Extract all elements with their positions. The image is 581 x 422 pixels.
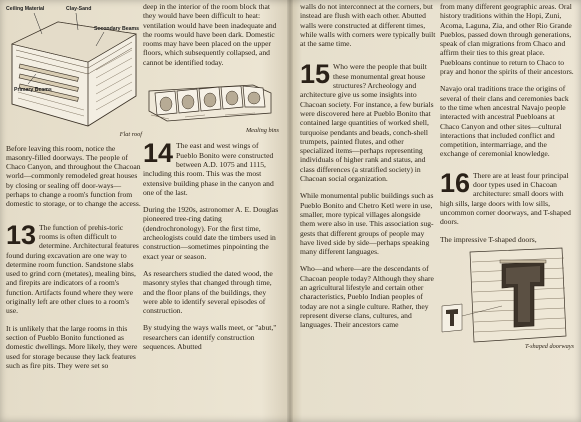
col2-paragraph-5: By studying the ways walls meet, or "abut," researchers can identify construction sequences. Abutted (143, 323, 277, 352)
mealing-bins-caption: Mealing bins (245, 127, 279, 135)
section-16-text: There are at least four principal door types used in Chacoan architecture: small doors with high sills, large doors with low sills, uncommon corner doorways, and T-shaped doors. (440, 170, 571, 227)
column-3 (300, 2, 436, 338)
flat-roof-caption: Flat roof (119, 131, 142, 139)
col1-paragraph-3: It is unlikely that the large rooms in this section of Pueblo Bonito functioned as domestic dwellings. More likely, they were used for storage because they lack features such as fire pits. They were set so (6, 323, 138, 370)
col2-paragraph-4: As researchers studied the dated wood, the masonry styles that changed through time, and the floor plans of the buildings, they were able to identify several episodes of construction. (143, 268, 273, 316)
column-1 (6, 4, 142, 378)
t-shaped-doorways-caption: T-shaped doorways (524, 342, 574, 350)
section-13 (6, 219, 142, 316)
label-clay-sand: Clay-Sand (66, 6, 92, 12)
t-shaped-doorway-illustration (440, 246, 572, 346)
label-primary-beams: Primary Beams (14, 87, 52, 93)
section-14-text: The east and west wings of Pueblo Bonito were constructed between A.D. 1075 and 1115, including this room. This was the most extensive building phase in the canyon and one of the last. (143, 141, 274, 197)
label-ceiling-material: Ceiling Material (6, 6, 45, 12)
col3-paragraph-1: walls do not interconnect at the corners, but instead are flush with each other. Abutted walls were constructed at different times, while walls with corners were typically built at the same time. (300, 2, 436, 49)
column-4 (440, 2, 574, 359)
col1-paragraph-1: Before leaving this room, notice the masonry-filled doorways. The people of Chaco Canyon, and throughout the Chacoan world—commonly remodeled great houses by closing or sealing off door-ways—perhaps to change a room's function from domestic to storage, or to change the access. (6, 143, 141, 209)
section-14-number: 14 (143, 138, 174, 169)
section-15-text: Who were the people that built these monumental great house structures? Archeology and architecture give us some insights into Chacoan society. For instance, a few burials were discovered here at Pueblo Bonito that contained large quantities of worked shell, turquoise pendants and beads, conch-shell trumpets, painted flutes, and other specialized items—perhaps representing individuals of higher rank and status, and class differences (a stratified society) in Chacoan social organization. (300, 62, 434, 184)
col4-paragraph-1: from many different geographic areas. Oral history traditions within the Hopi, Zuni, Acoma, Laguna, Zia, and other Rio Grande Pueblos, passed down through generations, speak of clan migrations from Chaco and affirm their ties to this great place. Puebloans continue to return to Chaco to pray and honor the spirits of their ancestors. (440, 2, 574, 77)
section-16 (440, 167, 574, 227)
flat-roof-illustration (6, 4, 140, 134)
col3-paragraph-4: Who—and where—are the descendants of Chacoan people today? Although they share an agricultural lifestyle and certain other characteristics, Pueblo Indian peoples of today are not a single culture. Rather, they represent diverse clans, cultures, and languages. Their ancestors came (300, 264, 434, 330)
col4-paragraph-4: The impressive T-shaped doors, (440, 234, 537, 244)
section-16-number: 16 (440, 167, 471, 198)
column-2 (143, 2, 279, 359)
section-15 (300, 59, 436, 184)
section-15-number: 15 (300, 59, 331, 90)
col4-paragraph-2: Navajo oral traditions trace the origins of several of their clans and ceremonies back to the time when ancestral Navajo people interacted with ancestral Puebloans at Chaco Canyon and other sites—cultural interactions that included conflict and competition, intermarriage, and the exchange of ceremonial knowledge. (440, 84, 569, 159)
section-14 (143, 138, 279, 197)
col3-paragraph-3: While monumental public buildings such as Pueblo Bonito and Chetro Ketl were in use, smaller, more typical villages alongside them were also in use. This association sug-gests that different groups of people may have lived side by side—perhaps speaking many different languages. (300, 191, 434, 257)
section-13-number: 13 (6, 219, 37, 250)
col2-paragraph-3: During the 1920s, astronomer A. E. Douglas pioneered tree-ring dating (dendrochronology). For the first time, archeologists could date the timbers used in construction—sometimes pinpointing the exact year or season. (143, 205, 279, 261)
mealing-bins-illustration (145, 75, 275, 123)
col2-paragraph-1: deep in the interior of the room block that they would have been difficult to heat: ventilation would have been inadequate and the rooms would have been dark. Domestic rooms may have been placed on the upper floors, which subsequently collapsed, and cannot be identified today. (143, 2, 277, 67)
label-secondary-beams: Secondary Beams (94, 26, 139, 32)
page-gutter (287, 0, 293, 422)
section-13-text: The function of prehis-toric rooms is often difficult to determine. Architectural features found during excavation are one way to determine room function. Sandstone slabs used to grind corn (metates), mealing bins, and firepits are indicators of a room's function. Artifacts found where they were originally left are other clues to a room's use. (6, 222, 139, 316)
